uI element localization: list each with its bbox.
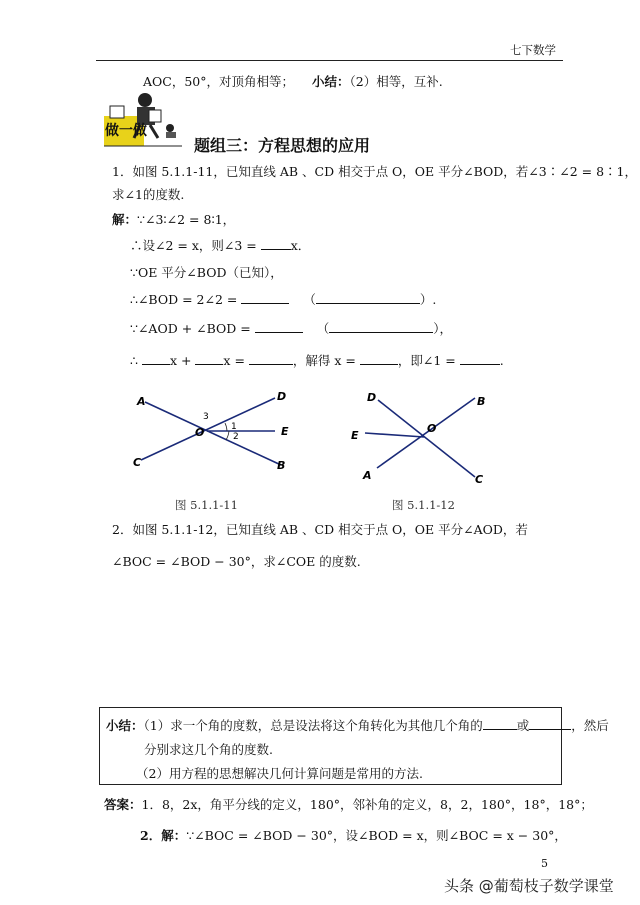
figure-5-1-1-11 xyxy=(125,385,305,490)
label-c: C xyxy=(475,473,484,486)
summary-label: 小结： xyxy=(106,718,144,733)
solution-text5b: （ xyxy=(316,321,330,336)
problem1-line1: 1．如图 5.1.1-11，已知直线 AB 、CD 相交于点 O，OE 平分∠BOD，若∠3∶∠2 = 8∶1， xyxy=(112,164,637,179)
answer-line1-text: 1．8，2x，角平分线的定义，180°，邻补角的定义，8，2，180°，18°，18°； xyxy=(141,797,593,812)
label-b: B xyxy=(277,459,286,472)
header-rule xyxy=(96,60,563,61)
label-e: E xyxy=(281,425,289,438)
angle-1-arc xyxy=(225,423,227,431)
solution-text2a: ∴设∠2 = x，则∠3 = xyxy=(130,238,261,253)
top-line xyxy=(143,72,443,90)
summary-item1-text-c: ，然后 xyxy=(571,718,609,733)
answer-label: 答案： xyxy=(104,797,142,812)
blank-5[interactable] xyxy=(329,320,433,333)
solution-text6f: . xyxy=(499,353,504,368)
label-c: C xyxy=(133,456,142,469)
solution-label: 解： xyxy=(112,212,138,227)
blank-1[interactable] xyxy=(261,237,291,250)
figure2-caption: 图 5.1.1-12 xyxy=(392,498,455,512)
line-cd xyxy=(141,398,275,460)
label-d: D xyxy=(367,391,377,404)
solution-text6d: ，解得 x = xyxy=(292,353,356,368)
answer-line2-label: 2．解： xyxy=(140,828,187,843)
label-e: E xyxy=(351,429,359,442)
blank-10[interactable] xyxy=(460,352,500,365)
solution-text5a: ∵∠AOD + ∠BOD = xyxy=(130,321,255,336)
solution-line5 xyxy=(130,319,452,337)
summary-item1-text-a: （1）求一个角的度数，总是设法将这个角转化为其他几个角的 xyxy=(143,718,483,733)
blank-9[interactable] xyxy=(360,352,398,365)
badge-text: 做一做 xyxy=(105,123,147,139)
solution-text5c: ）， xyxy=(433,321,452,336)
label-angle-1: 1 xyxy=(231,422,237,432)
ray-oe xyxy=(365,433,424,437)
solution-line2 xyxy=(130,236,310,254)
label-o: O xyxy=(195,426,205,439)
solution-line6 xyxy=(130,351,504,369)
solution-text4c: ）. xyxy=(419,292,437,307)
summary-item1-text-b: 或 xyxy=(516,718,530,733)
solution-text1: ∵∠3∶∠2 = 8∶1， xyxy=(137,212,236,227)
top-summary-label: 小结： xyxy=(311,74,350,89)
answer-line2-text: ∵∠BOC = ∠BOD − 30°，设∠BOD = x，则∠BOC = x − 30°， xyxy=(186,828,567,843)
solution-text6b: x + xyxy=(169,353,192,368)
line-ab xyxy=(377,398,475,468)
summary-item1-cont: 分别求这几个角的度数. xyxy=(144,742,273,757)
figure1-caption: 图 5.1.1-11 xyxy=(175,498,238,512)
solution-line1 xyxy=(112,210,235,228)
answer-line2 xyxy=(140,826,567,844)
solution-text6c: x = xyxy=(223,353,245,368)
solution-text4b: （ xyxy=(303,292,316,307)
summary-item1 xyxy=(106,716,609,734)
blank-2[interactable] xyxy=(241,291,289,304)
do-it-badge xyxy=(104,92,182,154)
page-header-label: 七下数学 xyxy=(510,43,556,57)
watermark: 头条 @葡萄枝子数学课堂 xyxy=(444,877,614,895)
solution-text6a: ∴ xyxy=(130,353,138,368)
label-angle-2: 2 xyxy=(233,432,239,442)
line-ab xyxy=(145,402,281,465)
summary-blank-1[interactable] xyxy=(483,717,517,730)
solution-text6e: ，即∠1 = xyxy=(397,353,456,368)
line-dc xyxy=(378,400,475,477)
figure-5-1-1-12 xyxy=(345,385,505,490)
top-summary-text: （2）相等，互补. xyxy=(349,74,443,89)
solution-line4 xyxy=(130,290,436,308)
label-angle-3: 3 xyxy=(203,412,209,422)
section-title: 题组三：方程思想的应用 xyxy=(194,136,371,155)
label-o: O xyxy=(427,422,437,435)
summary-item2: （2）用方程的思想解决几何计算问题是常用的方法. xyxy=(136,766,423,781)
page-number: 5 xyxy=(541,857,548,870)
summary-blank-2[interactable] xyxy=(529,717,571,730)
solution-text4a: ∴∠BOD = 2∠2 = xyxy=(130,292,242,307)
label-a: A xyxy=(137,395,146,408)
problem2-line1: 2．如图 5.1.1-12，已知直线 AB 、CD 相交于点 O，OE 平分∠AOD，若 xyxy=(112,522,528,537)
top-line-text: AOC，50°，对顶角相等； xyxy=(143,74,294,89)
label-a: A xyxy=(363,469,372,482)
blank-6[interactable] xyxy=(142,352,170,365)
answer-line1 xyxy=(104,795,593,813)
problem1-line2: 求∠1的度数. xyxy=(112,187,185,202)
blank-8[interactable] xyxy=(249,352,293,365)
solution-line3: ∵OE 平分∠BOD（已知）， xyxy=(130,265,283,280)
solution-text2b: x． xyxy=(290,238,311,253)
blank-4[interactable] xyxy=(255,320,303,333)
blank-3[interactable] xyxy=(316,291,420,304)
angle-2-arc xyxy=(226,431,229,440)
blank-7[interactable] xyxy=(195,352,223,365)
label-d: D xyxy=(277,390,287,403)
problem2-line2: ∠BOC = ∠BOD − 30°，求∠COE 的度数. xyxy=(112,554,361,569)
label-b: B xyxy=(477,395,486,408)
